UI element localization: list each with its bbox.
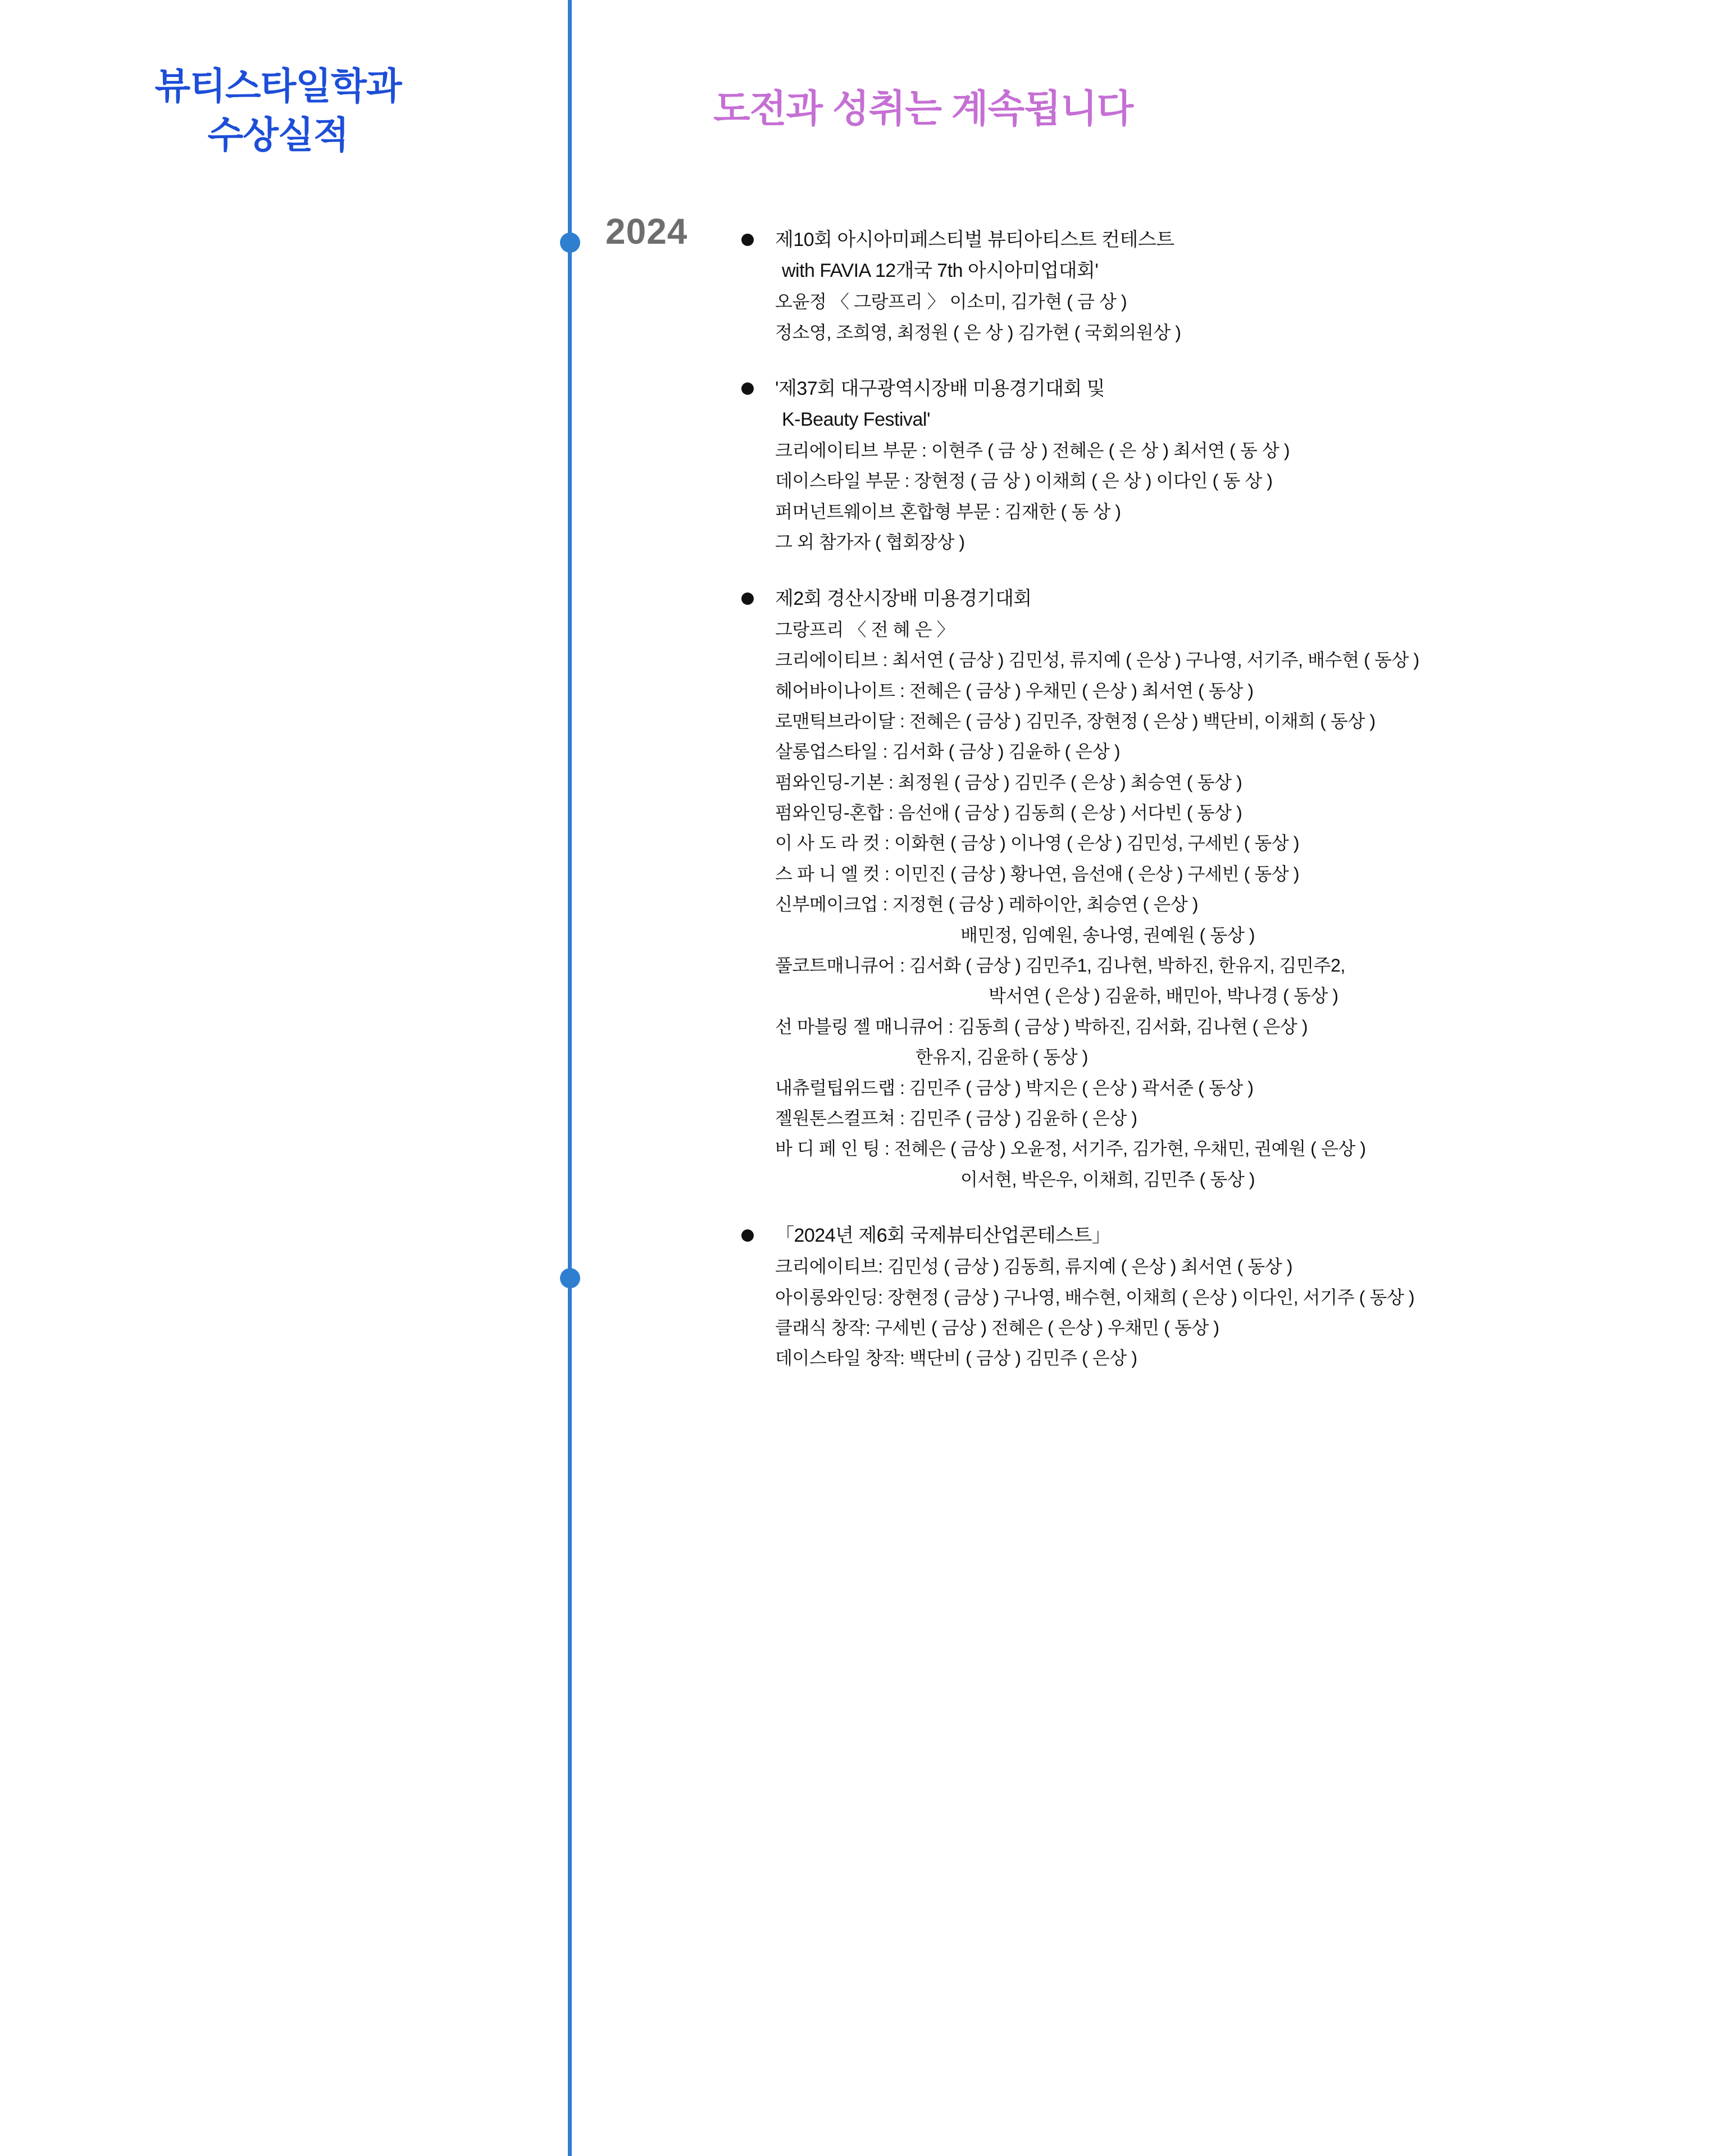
award-title: 제2회 경산시장배 미용경기대회: [775, 587, 1032, 609]
timeline-dot-top: [560, 233, 580, 253]
bullet-icon: [741, 592, 754, 605]
timeline-dot-middle: [560, 1268, 580, 1288]
award-detail-line: 클래식 창작: 구세빈 ( 금상 ) 전혜은 ( 은상 ) 우채민 ( 동상 ): [775, 1318, 1219, 1338]
award-detail-line: 박서연 ( 은상 ) 김윤하, 배민아, 박나경 ( 동상 ): [989, 986, 1338, 1006]
award-detail-line: 배민정, 임예원, 송나영, 권예원 ( 동상 ): [960, 924, 1255, 945]
award-detail-line: 크리에이티브 : 최서연 ( 금상 ) 김민성, 류지예 ( 은상 ) 구나영, 서기주, 배수현 ( 동상 ): [775, 650, 1419, 671]
award-detail-line: 정소영, 조희영, 최정원 ( 은 상 ) 김가현 ( 국회의원상 ): [775, 322, 1181, 343]
bullet-icon: [741, 1229, 754, 1242]
award-detail-line: 스 파 니 엘 컷 : 이민진 ( 금상 ) 황나연, 음선애 ( 은상 ) 구세빈 ( 동상 ): [775, 863, 1300, 884]
award-detail-line: 그 외 참가자 ( 협회장상 ): [775, 532, 965, 553]
page-headline: 도전과 성취는 계속됩니다: [713, 88, 1133, 130]
award-detail-line: 바 디 페 인 팅 : 전혜은 ( 금상 ) 오윤정, 서기주, 김가현, 우채민, 권예원 ( 은상 ): [775, 1138, 1366, 1159]
bullet-icon: [741, 382, 754, 395]
award-block: [775, 584, 1696, 1195]
department-title: [45, 62, 511, 159]
award-detail-line: 크리에이티브: 김민성 ( 금상 ) 김동희, 류지예 ( 은상 ) 최서연 ( 동상 ): [775, 1256, 1293, 1277]
award-detail-line: 풀코트매니큐어 : 김서화 ( 금상 ) 김민주1, 김나현, 박하진, 한유지, 김민주2,: [775, 955, 1345, 976]
year-label: 2024: [605, 211, 688, 252]
award-detail-line: 오윤정 〈 그랑프리 〉 이소미, 김가현 ( 금 상 ): [775, 291, 1127, 312]
award-detail-line: 한유지, 김윤하 ( 동상 ): [916, 1047, 1089, 1068]
award-detail-line: 이서현, 박은우, 이채희, 김민주 ( 동상 ): [960, 1169, 1255, 1189]
award-detail-line: 내츄럴팁위드랩 : 김민주 ( 금상 ) 박지은 ( 은상 ) 곽서준 ( 동상 ): [775, 1077, 1254, 1098]
award-detail-line: 젤원톤스컬프쳐 : 김민주 ( 금상 ) 김윤하 ( 은상 ): [775, 1107, 1137, 1128]
award-detail-line: 신부메이크업 : 지정현 ( 금상 ) 레하이안, 최승연 ( 은상 ): [775, 894, 1199, 915]
award-detail-line: 크리에이티브 부문 : 이현주 ( 금 상 ) 전혜은 ( 은 상 ) 최서연 ( 동 상 ): [775, 440, 1290, 461]
award-title: '제37회 대구광역시장배 미용경기대회 및: [775, 377, 1105, 399]
award-detail-line: 펌와인딩-기본 : 최정원 ( 금상 ) 김민주 ( 은상 ) 최승연 ( 동상 ): [775, 772, 1242, 792]
award-block: [775, 373, 1696, 558]
award-detail-line: 데이스타일 부문 : 장현정 ( 금 상 ) 이채희 ( 은 상 ) 이다인 ( 동 상 ): [775, 471, 1273, 491]
award-detail-line: 아이롱와인딩: 장현정 ( 금상 ) 구나영, 배수현, 이채희 ( 은상 ) 이다인, 서기주 ( 동상 ): [775, 1287, 1415, 1307]
awards-list: [775, 225, 1696, 1400]
award-detail-line: 이 사 도 라 컷 : 이화현 ( 금상 ) 이나영 ( 은상 ) 김민성, 구세빈 ( 동상 ): [775, 833, 1300, 854]
award-title: 「2024년 제6회 국제뷰티산업콘테스트」: [775, 1225, 1111, 1247]
award-detail-line: 펌와인딩-혼합 : 음선애 ( 금상 ) 김동희 ( 은상 ) 서다빈 ( 동상 ): [775, 803, 1242, 823]
award-detail-line: 퍼머넌트웨이브 혼합형 부문 : 김재한 ( 동 상 ): [775, 501, 1121, 522]
award-subtitle: K-Beauty Festival': [782, 409, 930, 431]
award-detail-line: 살롱업스타일 : 김서화 ( 금상 ) 김윤하 ( 은상 ): [775, 741, 1121, 762]
award-detail-line: 로맨틱브라이달 : 전혜은 ( 금상 ) 김민주, 장현정 ( 은상 ) 백단비, 이채희 ( 동상 ): [775, 710, 1376, 731]
award-block: [775, 225, 1696, 348]
award-detail-line: 그랑프리 〈 전 혜 은 〉: [775, 619, 955, 640]
award-detail-line: 데이스타일 창작: 백단비 ( 금상 ) 김민주 ( 은상 ): [775, 1348, 1137, 1369]
award-detail-line: 선 마블링 젤 매니큐어 : 김동희 ( 금상 ) 박하진, 김서화, 김나현 ( 은상 ): [775, 1016, 1308, 1037]
award-block: [775, 1220, 1696, 1374]
award-subtitle: with FAVIA 12개국 7th 아시아미업대회': [782, 260, 1099, 282]
award-detail-line: 헤어바이나이트 : 전혜은 ( 금상 ) 우채민 ( 은상 ) 최서연 ( 동상 ): [775, 680, 1254, 701]
timeline-axis: [568, 0, 572, 2156]
bullet-icon: [741, 234, 754, 246]
award-title: 제10회 아시아미페스티벌 뷰티아티스트 컨테스트: [775, 229, 1174, 250]
department-title-line-2: 수상실적: [207, 114, 349, 156]
department-title-line-1: 뷰티스타일학과: [154, 65, 402, 107]
